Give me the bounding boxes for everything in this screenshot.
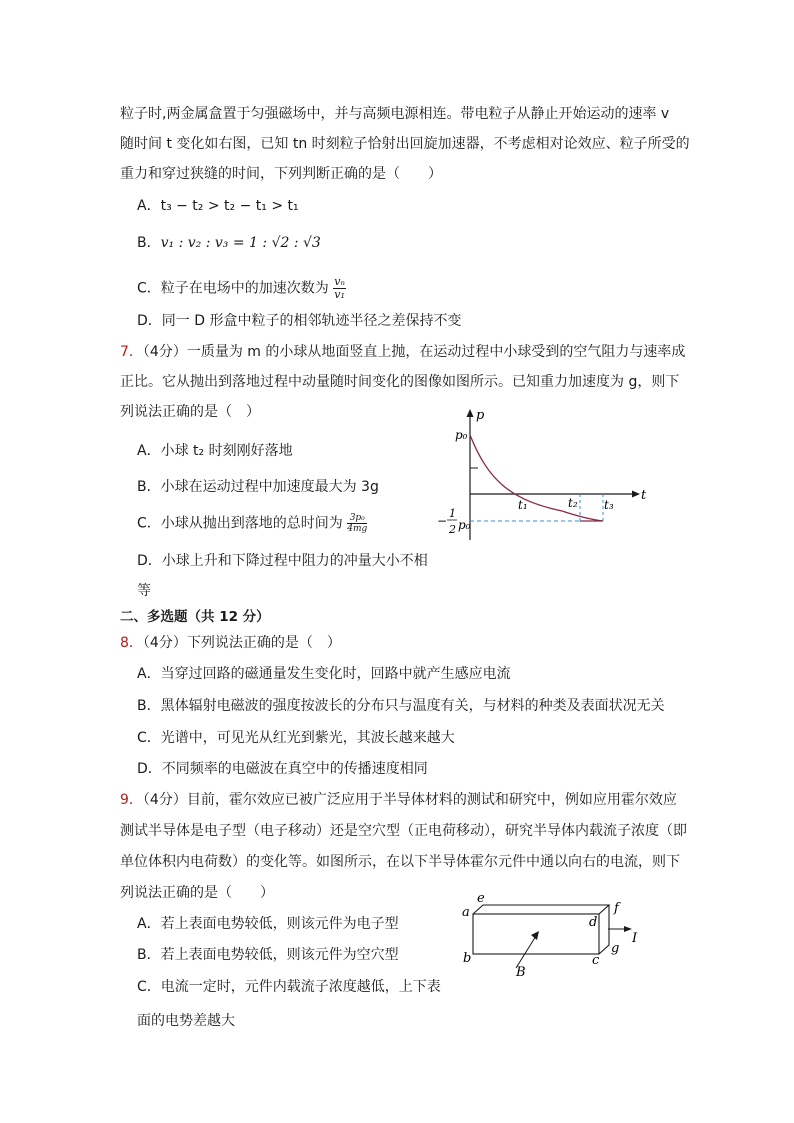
section-title-multiple-choice: 二、多选题（共 12 分） xyxy=(120,609,270,625)
q6-stem-line1: 粒子时,两金属盒置于匀强磁场中，并与高频电源相连。带电粒子从静止开始运动的速率 v xyxy=(120,106,670,122)
p-axis-label: p xyxy=(476,408,485,423)
q8-option-b: B．黑体辐射电磁波的强度按波长的分布只与温度有关，与材料的种类及表面状况无关 xyxy=(137,698,665,714)
p-axis-arrow-icon xyxy=(467,409,474,417)
corner-g-label: g xyxy=(611,941,620,956)
q9-hall-element-figure xyxy=(458,890,658,980)
q6-option-c-prefix: C．粒子在电场中的加速次数为 xyxy=(137,280,329,297)
half-num-label: 1 xyxy=(449,507,456,520)
q7-option-a: A．小球 t₂ 时刻刚好落地 xyxy=(137,443,293,459)
corner-b-label: b xyxy=(463,951,472,966)
q6-stem-line2: 随时间 t 变化如右图，已知 tn 时刻粒子恰射出回旋加速器，不考虑相对论效应、粒子所受的 xyxy=(120,136,690,152)
q8-line1-text: （4分）下列说法正确的是（ ） xyxy=(142,635,341,651)
minus-label: − xyxy=(437,514,448,528)
neg-p0-label: p₀ xyxy=(458,518,471,532)
q7-option-c-num: 3p₀ xyxy=(347,513,367,524)
q9-number: 9． xyxy=(120,792,143,808)
q7-stem-line3: 列说法正确的是（ ） xyxy=(120,404,260,420)
q8-option-a: A．当穿过回路的磁通量发生变化时，回路中就产生感应电流 xyxy=(137,666,511,682)
q6-option-a: A．t₃ − t₂ > t₂ − t₁ > t₁ xyxy=(137,198,299,214)
t1-label: t₁ xyxy=(518,498,528,512)
q7-option-c xyxy=(137,513,367,534)
half-den-label: 2 xyxy=(449,523,456,536)
q9-stem-line3: 单位体积内电荷数）的变化等。如图所示，在以下半导体霍尔元件中通以向右的电流，则下 xyxy=(120,854,680,870)
q7-stem-line1 xyxy=(120,342,685,362)
q7-option-d-line1: D．小球上升和下降过程中阻力的冲量大小不相 xyxy=(137,553,428,569)
p0-label: p₀ xyxy=(455,428,468,442)
q7-option-b: B．小球在运动过程中加速度最大为 3g xyxy=(137,479,379,495)
q8-stem xyxy=(120,633,341,653)
q7-stem-line2: 正比。它从抛出到落地过程中动量随时间变化的图像如图所示。已知重力加速度为 g，则下 xyxy=(120,374,680,390)
q9-option-c-line1: C．电流一定时，元件内载流子浓度越低，上下表 xyxy=(137,979,441,995)
t2-label: t₂ xyxy=(568,496,578,510)
corner-e-label: e xyxy=(477,891,485,906)
top-face xyxy=(473,905,609,914)
t-axis-label: t xyxy=(641,488,647,503)
field-arrow-line xyxy=(516,936,536,968)
corner-f-label: f xyxy=(614,901,619,916)
q9-stem-line2: 测试半导体是电子型（电子移动）还是空穴型（正电荷移动），研究半导体内载流子浓度（即 xyxy=(120,823,687,839)
q7-option-c-prefix: C．小球从抛出到落地的总时间为 xyxy=(137,515,343,532)
q8-option-d: D．不同频率的电磁波在真空中的传播速度相同 xyxy=(137,761,428,777)
corner-c-label: c xyxy=(592,953,600,968)
field-arrow-icon xyxy=(531,931,539,940)
q9-stem-line4: 列说法正确的是（ ） xyxy=(120,885,274,901)
q7-line1-text: （4分）一质量为 m 的小球从地面竖直上抛，在运动过程中小球受到的空气阻力与速率成 xyxy=(142,344,686,360)
q8-option-c: C．光谱中，可见光从红光到紫光，其波长越来越大 xyxy=(137,730,455,746)
q6-stem-line3: 重力和穿过狭缝的时间，下列判断正确的是（ ） xyxy=(120,166,442,182)
q6-option-d: D．同一 D 形盒中粒子的相邻轨迹半径之差保持不变 xyxy=(137,313,462,329)
q6-option-c xyxy=(137,276,346,301)
q7-momentum-graph xyxy=(430,405,660,545)
field-label: B xyxy=(516,965,526,980)
q7-option-c-den: 4mg xyxy=(347,524,368,534)
q9-line1-text: （4分）目前，霍尔效应已被广泛应用于半导体材料的测试和研究中，例如应用霍尔效应 xyxy=(142,792,677,808)
q9-stem-line1 xyxy=(120,790,677,810)
q6-option-b-prefix: B． xyxy=(137,235,161,251)
q9-option-b: B．若上表面电势较低，则该元件为空穴型 xyxy=(137,947,399,963)
q6-option-c-den: v₁ xyxy=(334,288,345,301)
q7-option-d-line2: 等 xyxy=(137,583,151,599)
corner-d-label: d xyxy=(589,915,598,930)
q9-option-a: A．若上表面电势较低，则该元件为电子型 xyxy=(137,916,399,932)
q6-option-b-math: v₁ : v₂ : v₃ = 1 : √2 : √3 xyxy=(160,235,321,251)
q7-option-c-fraction xyxy=(347,513,367,534)
q9-option-c-line2: 面的电势差越大 xyxy=(137,1013,235,1029)
t-axis-arrow-icon xyxy=(632,491,640,498)
current-arrow-icon xyxy=(624,926,632,932)
q8-number: 8． xyxy=(120,635,143,651)
momentum-curve xyxy=(470,435,603,521)
q6-option-c-fraction xyxy=(333,276,346,301)
q6-option-b xyxy=(137,233,321,253)
q7-number: 7． xyxy=(120,344,143,360)
corner-a-label: a xyxy=(462,905,470,920)
t3-label: t₃ xyxy=(604,498,614,512)
current-label: I xyxy=(632,931,638,946)
q6-option-c-num: vₙ xyxy=(334,275,345,288)
